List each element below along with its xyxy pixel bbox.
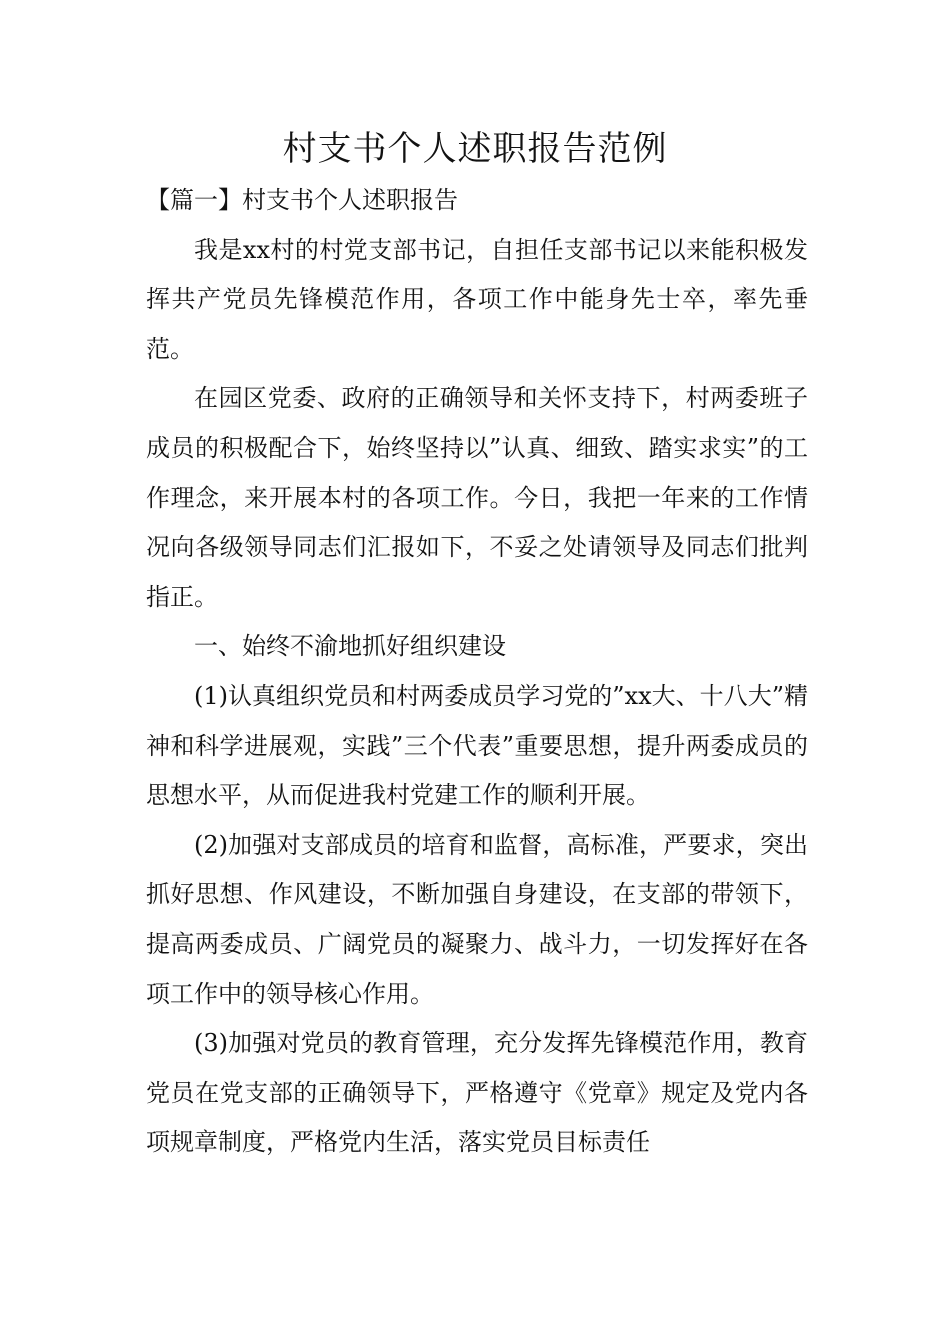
- paragraph-intro: 我是xx村的村党支部书记，自担任支部书记以来能积极发挥共产党员先锋模范作用，各项工作中能身先士卒，率先垂范。: [146, 235, 808, 363]
- subheading-organization: 一、始终不渝地抓好组织建设: [194, 632, 506, 661]
- paragraph-context: 在园区党委、政府的正确领导和关怀支持下，村两委班子成员的积极配合下，始终坚持以”认真、细致、踏实求实”的工作理念，来开展本村的各项工作。今日，我把一年来的工作情况向各级领导同志们汇报如下，不妥之处请领导及同志们批判指正。: [146, 384, 808, 611]
- document-body: [146, 176, 808, 1168]
- section-heading: 【篇一】村支书个人述职报告: [146, 186, 458, 214]
- paragraph-item-3: (3)加强对党员的教育管理，充分发挥先锋模范作用，教育党员在党支部的正确领导下，严格遵守《党章》规定及党内各项规章制度，严格党内生活，落实党员目标责任: [146, 1029, 808, 1157]
- document-title: 村支书个人述职报告范例: [282, 129, 668, 169]
- paragraph-item-2: (2)加强对支部成员的培育和监督，高标准，严要求，突出抓好思想、作风建设，不断加强自身建设，在支部的带领下，提高两委成员、广阔党员的凝聚力、战斗力，一切发挥好在各项工作中的领导核心作用。: [146, 830, 808, 1008]
- paragraph-item-1: (1)认真组织党员和村两委成员学习党的”xx大、十八大”精神和科学进展观，实践”三个代表”重要思想，提升两委成员的思想水平，从而促进我村党建工作的顺利开展。: [146, 681, 808, 810]
